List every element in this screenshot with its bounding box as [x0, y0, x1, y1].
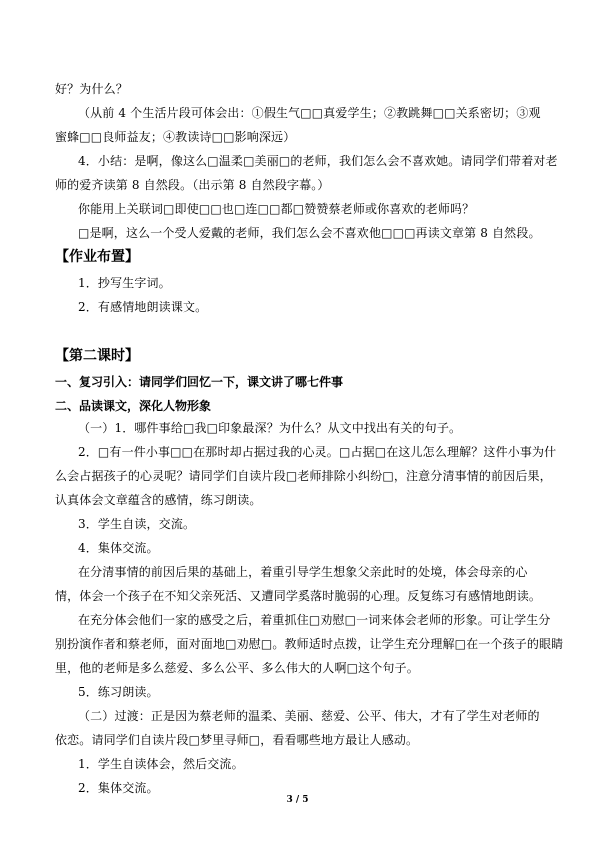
text-line: 2．□有一件小事□□在那时却占据过我的心灵。□占据□在这儿怎么理解？这件小事为什 [78, 445, 557, 459]
text-line: 2．集体交流。 [78, 781, 159, 795]
homework-item: 2．有感情地朗读课文。 [78, 300, 208, 314]
homework-item: 1．抄写生字词。 [78, 276, 171, 290]
text-line: 在充分体会他们一家的感受之后，着重抓住□劝慰□一词来体会老师的形象。可让学生分 [78, 613, 551, 627]
text-line: （二）过渡：正是因为蔡老师的温柔、美丽、慈爱、公平、伟大，才有了学生对老师的 [78, 709, 540, 723]
text-line: 里，他的老师是多么慈爱、多么公平、多么伟大的人啊□这个句子。 [55, 661, 419, 675]
text-line: 依恋。请同学们自读片段□梦里寻师□，看看哪些地方最让人感动。 [55, 733, 419, 747]
text-line: （从前 4 个生活片段可体会出：①假生气□□真爱学生；②教跳舞□□关系密切；③观 [78, 106, 541, 120]
text-line: 1．学生自读体会，然后交流。 [78, 757, 244, 771]
text-line: 你能用上关联词□即使□□也□连□□都□赞赞蔡老师或你喜欢的老师吗？ [78, 202, 475, 216]
second-lesson-heading: 【第二课时】 [55, 348, 139, 364]
section-heading-review: 一、复习引入：请同学们回忆一下，课文讲了哪七件事 [55, 375, 344, 389]
text-line: 情，体会一个孩子在不知父亲死活、又遭同学奚落时脆弱的心理。反复练习有感情地朗读。 [55, 589, 542, 603]
text-line: 4．小结：是啊，像这么□温柔□美丽□的老师，我们怎么会不喜欢她。请同学们带着对老 [78, 154, 558, 168]
homework-heading: 【作业布置】 [55, 249, 139, 265]
text-line: 认真体会文章蕴含的感情，练习朗读。 [55, 493, 262, 507]
text-line: 好？为什么？ [55, 82, 128, 96]
text-line: 3．学生自读，交流。 [78, 517, 196, 531]
text-line: 5．练习朗读。 [78, 685, 159, 699]
text-line: 在分清事情的前因后果的基础上，着重引导学生想象父亲此时的处境，体会母亲的心 [78, 565, 528, 579]
page-number: 3 / 5 [286, 795, 309, 805]
text-line: （一）1．哪件事给□我□印象最深？为什么？从文中找出有关的句子。 [78, 421, 462, 435]
text-line: 蜜蜂□□良师益友；④教读诗□□影响深远） [55, 130, 296, 144]
text-line: □是啊，这么一个受人爱戴的老师，我们怎么会不喜欢他□□□再读文章第 8 自然段。 [78, 226, 541, 240]
text-line: 4．集体交流。 [78, 541, 159, 555]
text-line: 别扮演作者和蔡老师，面对面地□劝慰□。教师适时点拨，让学生充分理解□在一个孩子的眼睛 [55, 637, 564, 651]
section-heading-reading: 二、品读课文，深化人物形象 [55, 399, 212, 413]
text-line: 师的爱齐读第 8 自然段。（出示第 8 自然段字幕。） [55, 178, 330, 192]
text-line: 么会占据孩子的心灵呢？请同学们自读片段□老师排除小纠纷□，注意分清事情的前因后果， [55, 469, 552, 483]
